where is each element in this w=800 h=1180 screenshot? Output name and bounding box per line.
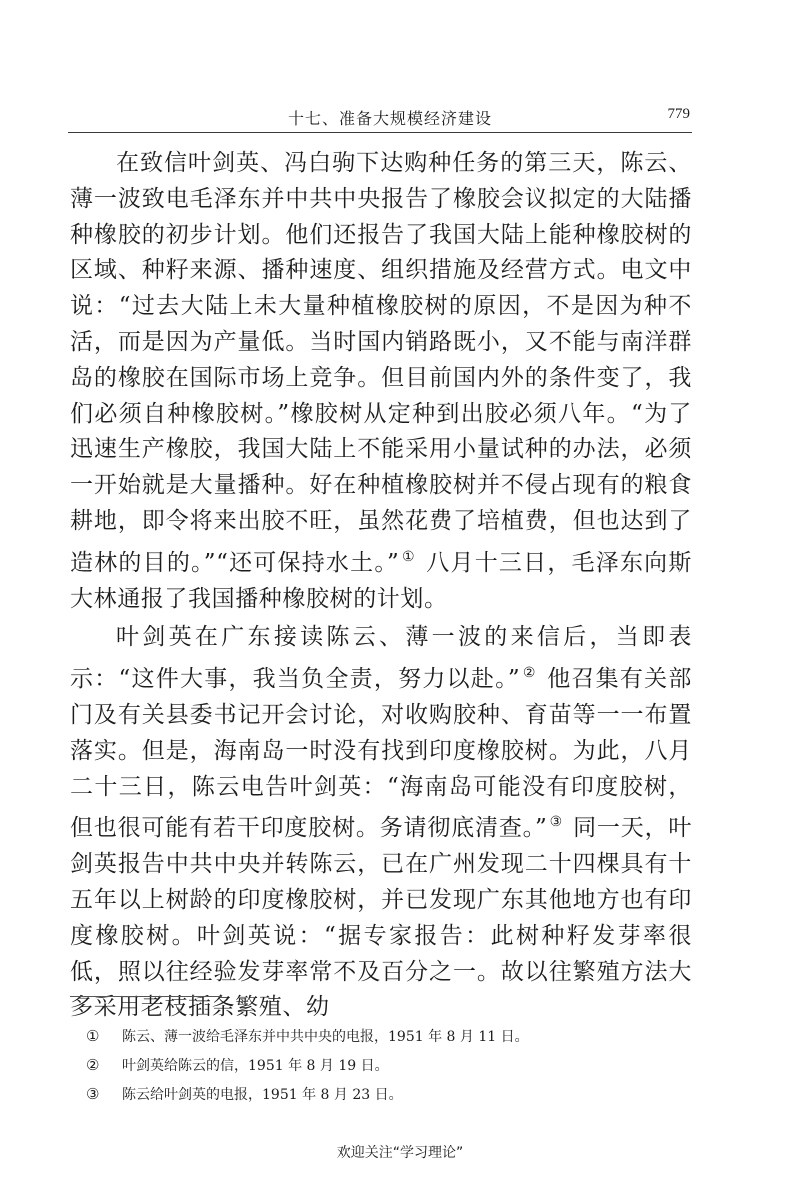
footnote-text: 叶剑英给陈云的信，1951 年 8 月 19 日。	[122, 1058, 389, 1074]
footnote-text: 陈云、薄一波给毛泽东并中共中央的电报，1951 年 8 月 11 日。	[122, 1029, 529, 1045]
paragraph	[70, 620, 692, 1026]
running-header	[68, 102, 692, 133]
page-footer: 欢迎关注“学习理论”	[336, 1145, 464, 1161]
paragraph-text: 同一天，叶剑英报告中共中央并转陈云，已在广州发现二十四棵具有十五年以上树龄的印度橡胶树，并已发现广东其他地方也有印度橡胶树。叶剑英说：“据专家报告：此树种籽发芽率很低，照以往经验发芽率常不及百分之一。故以往繁殖方法大多采用老枝插条繁殖、幼	[70, 815, 693, 1021]
footnote-mark: ③	[86, 1085, 100, 1103]
paragraph	[70, 146, 692, 617]
chapter-title: 十七、准备大规模经济建设	[288, 109, 493, 128]
footnote-ref: ②	[522, 665, 537, 682]
footnote	[86, 1080, 686, 1109]
paragraph-text: 叶剑英在广东接读陈云、薄一波的来信后，当即表示：“这件大事，我当负全责，努力以赴。”	[70, 624, 692, 693]
footnote-ref: ①	[401, 548, 416, 565]
footnote-mark: ①	[86, 1027, 100, 1045]
footnote-ref: ③	[549, 814, 563, 831]
paragraph-text: 他召集有关部门及有关县委书记开会讨论，对收购胶种、育苗等一一布置落实。但是，海南岛一时没有找到印度橡胶树。为此，八月二十三日，陈云电告叶剑英：“海南岛可能没有印度胶树，但也很可能有若干印度胶树。务请彻底清查。”	[70, 666, 692, 842]
footnotes	[86, 1022, 686, 1109]
footnote-separator	[70, 996, 222, 997]
footnote	[86, 1051, 686, 1080]
paragraph-text: 在致信叶剑英、冯白驹下达购种任务的第三天，陈云、薄一波致电毛泽东并中共中央报告了橡胶会议拟定的大陆播种橡胶的初步计划。他们还报告了我国大陆上能种橡胶树的区域、种籽来源、播种速度、组织措施及经营方式。电文中说：“过去大陆上未大量种植橡胶树的原因，不是因为种不活，而是因为产量低。当时国内销路既小，又不能与南洋群岛的橡胶在国际市场上竞争。但目前国内外的条件变了，我们必须自种橡胶树。”橡胶树从定种到出胶必须八年。“为了迅速生产橡胶，我国大陆上不能采用小量试种的办法，必须一开始就是大量播种。好在种植橡胶树并不侵占现有的粮食耕地，即令将来出胶不旺，虽然花费了培植费，但也达到了造林的目的。”“还可保持水土。”	[70, 150, 692, 576]
paragraph-text: 八月十三日，毛泽东向斯大林通报了我国播种橡胶树的计划。	[70, 549, 692, 612]
main-text	[70, 146, 692, 1026]
footnote-text: 陈云给叶剑英的电报，1951 年 8 月 23 日。	[122, 1087, 403, 1103]
page-number: 779	[667, 106, 690, 122]
footnote-mark: ②	[86, 1056, 100, 1074]
footnote	[86, 1022, 686, 1051]
